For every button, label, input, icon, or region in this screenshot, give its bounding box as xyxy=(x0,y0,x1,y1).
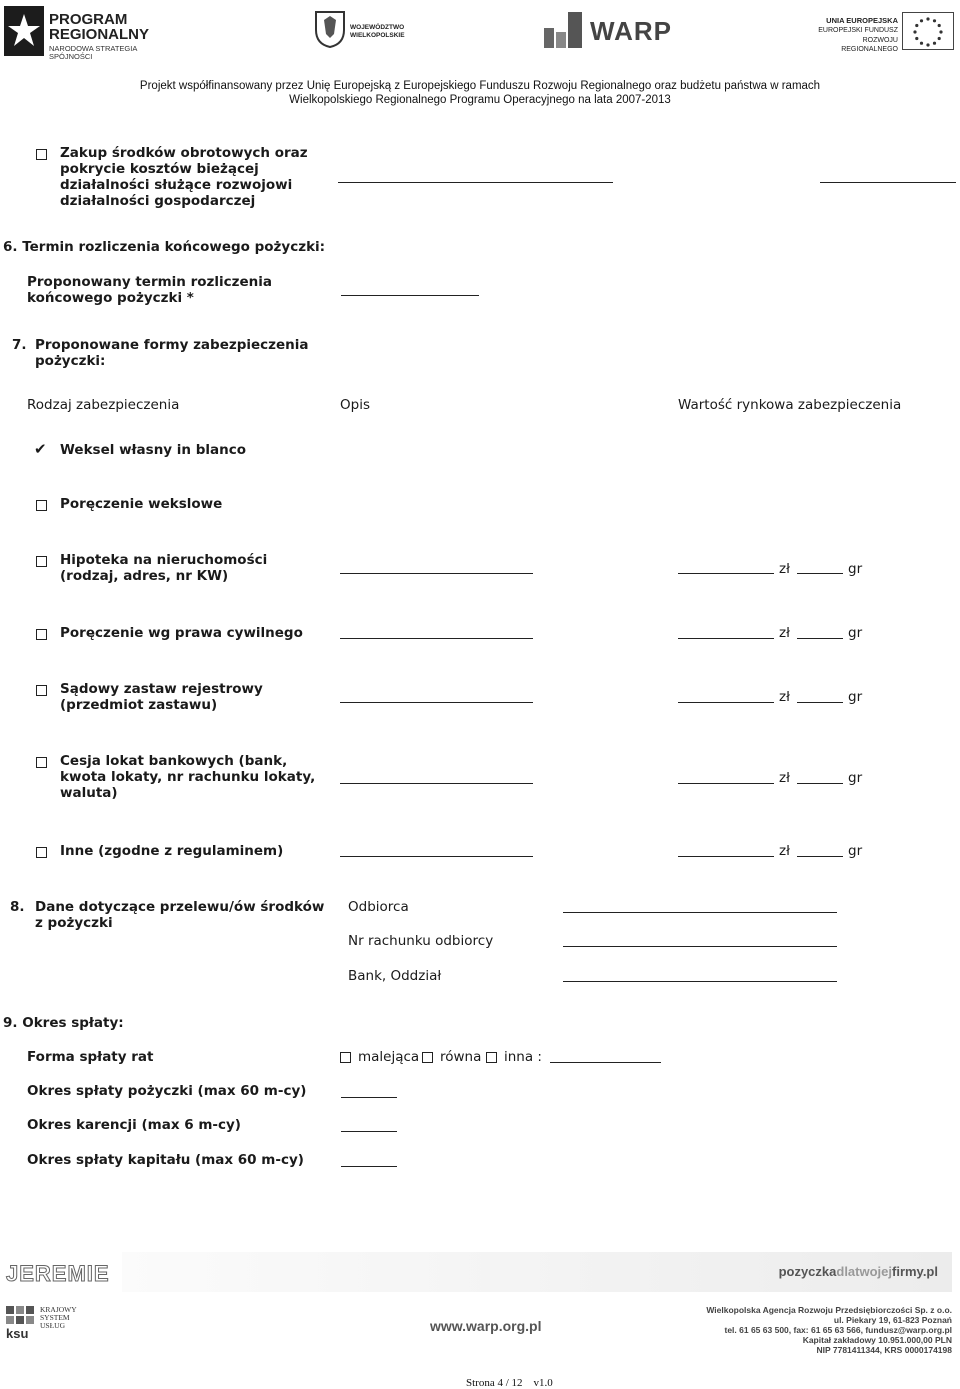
pozyczka-url-part3: firmy.pl xyxy=(892,1264,938,1279)
zastaw-zl-field[interactable] xyxy=(678,702,774,703)
program-logo-line1: PROGRAM xyxy=(49,11,128,28)
recipient-field[interactable] xyxy=(563,912,837,913)
purpose-line4: działalności gospodarczej xyxy=(60,193,256,209)
eu-flag-icon xyxy=(902,12,954,50)
zastaw-gr-label: gr xyxy=(848,689,863,705)
loan-period-field[interactable] xyxy=(341,1097,397,1098)
security-poreczenie-cywilne-label: Poręczenie wg prawa cywilnego xyxy=(60,625,303,641)
grace-period-label: Okres karencji (max 6 m-cy) xyxy=(27,1117,241,1133)
security-poreczenie-wekslowe-label: Poręczenie wekslowe xyxy=(60,496,223,512)
purpose-line1: Zakup środków obrotowych oraz xyxy=(60,145,308,161)
section-6-title: 6. Termin rozliczenia końcowego pożyczki: xyxy=(3,239,326,255)
security-poreczenie-wekslowe-checkbox[interactable] xyxy=(36,500,47,511)
inne-zl-field[interactable] xyxy=(678,856,774,857)
hipoteka-gr-field[interactable] xyxy=(797,573,843,574)
agency-line5: NIP 7781411344, KRS 0000174198 xyxy=(816,1345,952,1355)
poreczenie-cywilne-zl-field[interactable] xyxy=(678,638,774,639)
settlement-date-label-line1: Proponowany termin rozliczenia xyxy=(27,274,273,290)
eu-logo xyxy=(804,12,956,52)
loan-period-label: Okres spłaty pożyczki (max 60 m-cy) xyxy=(27,1083,307,1099)
repayment-other-field[interactable] xyxy=(550,1062,661,1063)
section-7-title-line1: Proponowane formy zabezpieczenia xyxy=(35,337,309,353)
section-8-title-line1: Dane dotyczące przelewu/ów środków xyxy=(35,899,325,915)
poreczenie-cywilne-description-field[interactable] xyxy=(340,638,533,639)
agency-line2: ul. Piekary 19, 61-823 Poznań xyxy=(833,1315,952,1325)
settlement-date-label-line2: końcowego pożyczki * xyxy=(27,290,194,306)
purpose-line2: pokrycie kosztów bieżącej xyxy=(60,161,259,177)
hipoteka-zl-field[interactable] xyxy=(678,573,774,574)
security-zastaw-line2: (przedmiot zastawu) xyxy=(60,697,218,713)
agency-info xyxy=(700,1305,952,1355)
ksu-emblem-icon xyxy=(6,1306,36,1326)
cesja-zl-field[interactable] xyxy=(678,783,774,784)
recipient-label: Odbiorca xyxy=(348,899,409,915)
purpose-amount-field[interactable] xyxy=(820,182,956,183)
inne-description-field[interactable] xyxy=(340,856,533,857)
ksu-logo xyxy=(6,1306,86,1352)
jeremie-logo: JEREMIE xyxy=(6,1261,110,1286)
footer-banner xyxy=(122,1252,952,1292)
program-logo-line2: REGIONALNY xyxy=(49,26,150,43)
security-cesja-line3: waluta) xyxy=(60,785,118,801)
purpose-line3: działalności służące rozwojowi xyxy=(60,177,293,193)
col-header-description: Opis xyxy=(340,397,370,413)
poreczenie-cywilne-gr-label: gr xyxy=(848,625,863,641)
grace-period-field[interactable] xyxy=(341,1131,397,1132)
security-inne-checkbox[interactable] xyxy=(36,847,47,858)
bank-branch-label: Bank, Oddział xyxy=(348,968,442,984)
page-number: Strona 4 / 12 xyxy=(466,1377,523,1389)
capital-period-field[interactable] xyxy=(341,1166,397,1167)
agency-line1: Wielkopolska Agencja Rozwoju Przedsiębiorczości Sp. z o.o. xyxy=(706,1305,952,1315)
ksu-abbr: ksu xyxy=(6,1326,29,1341)
poreczenie-cywilne-zl-label: zł xyxy=(779,625,790,641)
warp-logo-text: WARP xyxy=(590,16,672,46)
pozyczka-url xyxy=(779,1264,938,1280)
cofinance-line1: Projekt współfinansowany przez Unię Europejską z Europejskiego Funduszu Rozwoju Regionalnego oraz budżetu państwa w ramach xyxy=(139,80,821,92)
zastaw-zl-label: zł xyxy=(779,689,790,705)
pozyczka-url-part2: dlatwojej xyxy=(836,1264,892,1279)
wojewodztwo-line1: WOJEWÓDZTWO xyxy=(350,24,405,31)
security-zastaw-line1: Sądowy zastaw rejestrowy xyxy=(60,681,263,697)
security-weksel-label: Weksel własny in blanco xyxy=(60,442,247,458)
security-inne-label: Inne (zgodne z regulaminem) xyxy=(60,843,284,859)
repayment-other-label: inna : xyxy=(504,1049,542,1065)
hipoteka-zl-label: zł xyxy=(779,561,790,577)
inne-zl-label: zł xyxy=(779,843,790,859)
cesja-description-field[interactable] xyxy=(340,783,533,784)
inne-gr-field[interactable] xyxy=(797,856,843,857)
repayment-equal-checkbox[interactable] xyxy=(422,1052,433,1063)
program-regionalny-logo xyxy=(4,6,179,61)
checkmark-icon[interactable]: ✔ xyxy=(34,440,47,458)
section-7-number: 7. xyxy=(12,337,27,353)
security-cesja-line1: Cesja lokat bankowych (bank, xyxy=(60,753,288,769)
program-logo-line3: NARODOWA STRATEGIA SPÓJNOŚCI xyxy=(49,44,137,61)
page-indicator xyxy=(466,1377,553,1389)
cesja-gr-label: gr xyxy=(848,770,863,786)
wojewodztwo-logo xyxy=(314,10,414,50)
security-hipoteka-line2: (rodzaj, adres, nr KW) xyxy=(60,568,229,584)
document-version: v1.0 xyxy=(533,1377,553,1389)
security-hipoteka-checkbox[interactable] xyxy=(36,556,47,567)
purpose-description-field[interactable] xyxy=(338,182,613,183)
poreczenie-cywilne-gr-field[interactable] xyxy=(797,638,843,639)
repayment-form-label: Forma spłaty rat xyxy=(27,1049,154,1065)
zastaw-gr-field[interactable] xyxy=(797,702,843,703)
zastaw-description-field[interactable] xyxy=(340,702,533,703)
security-cesja-line2: kwota lokaty, nr rachunku lokaty, xyxy=(60,769,316,785)
account-number-field[interactable] xyxy=(563,946,837,947)
warp-blocks-icon xyxy=(544,12,584,50)
warp-logo xyxy=(544,12,674,50)
inne-gr-label: gr xyxy=(848,843,863,859)
col-header-value: Wartość rynkowa zabezpieczenia xyxy=(678,397,902,413)
capital-period-label: Okres spłaty kapitału (max 60 m-cy) xyxy=(27,1152,304,1168)
repayment-decreasing-label: malejąca xyxy=(358,1049,420,1065)
agency-line4: Kapitał zakładowy 10.951.000,00 PLN xyxy=(802,1335,952,1345)
col-header-type: Rodzaj zabezpieczenia xyxy=(27,397,180,413)
ksu-line1: KRAJOWY xyxy=(40,1305,77,1314)
security-hipoteka-line1: Hipoteka na nieruchomości xyxy=(60,552,268,568)
hipoteka-description-field[interactable] xyxy=(340,573,533,574)
eu-line1: UNIA EUROPEJSKA xyxy=(826,16,898,25)
hipoteka-gr-label: gr xyxy=(848,561,863,577)
ksu-line3: USŁUG xyxy=(40,1321,66,1330)
eu-line2: EUROPEJSKI FUNDUSZ xyxy=(818,27,898,34)
security-cesja-checkbox[interactable] xyxy=(36,757,47,768)
section-9-title: 9. Okres spłaty: xyxy=(3,1015,124,1031)
repayment-equal-label: równa xyxy=(440,1049,482,1065)
warp-url: www.warp.org.pl xyxy=(430,1318,542,1334)
security-zastaw-checkbox[interactable] xyxy=(36,685,47,696)
agency-line3: tel. 61 65 63 500, fax: 61 65 63 566, fundusz@warp.org.pl xyxy=(724,1325,952,1335)
settlement-date-field[interactable] xyxy=(341,295,479,296)
repayment-other-checkbox[interactable] xyxy=(486,1052,497,1063)
security-poreczenie-cywilne-checkbox[interactable] xyxy=(36,629,47,640)
section-8-number: 8. xyxy=(10,899,25,915)
account-number-label: Nr rachunku odbiorcy xyxy=(348,933,494,949)
star-emblem-icon xyxy=(4,6,44,56)
repayment-decreasing-checkbox[interactable] xyxy=(340,1052,351,1063)
section-8-title-line2: z pożyczki xyxy=(35,915,113,931)
wojewodztwo-line2: WIELKOPOLSKIE xyxy=(350,32,405,39)
cofinance-line2: Wielkopolskiego Regionalnego Programu Operacyjnego na lata 2007-2013 xyxy=(289,94,671,106)
section-7-title-line2: pożyczki: xyxy=(35,353,106,369)
ksu-line2: SYSTEM xyxy=(40,1313,70,1322)
cesja-zl-label: zł xyxy=(779,770,790,786)
eu-line3: ROZWOJU REGIONALNEGO xyxy=(841,37,898,53)
purpose-checkbox[interactable] xyxy=(36,149,47,160)
cesja-gr-field[interactable] xyxy=(797,783,843,784)
bank-branch-field[interactable] xyxy=(563,981,837,982)
coat-of-arms-icon xyxy=(314,10,346,48)
pozyczka-url-part1: pozyczka xyxy=(778,1264,837,1279)
